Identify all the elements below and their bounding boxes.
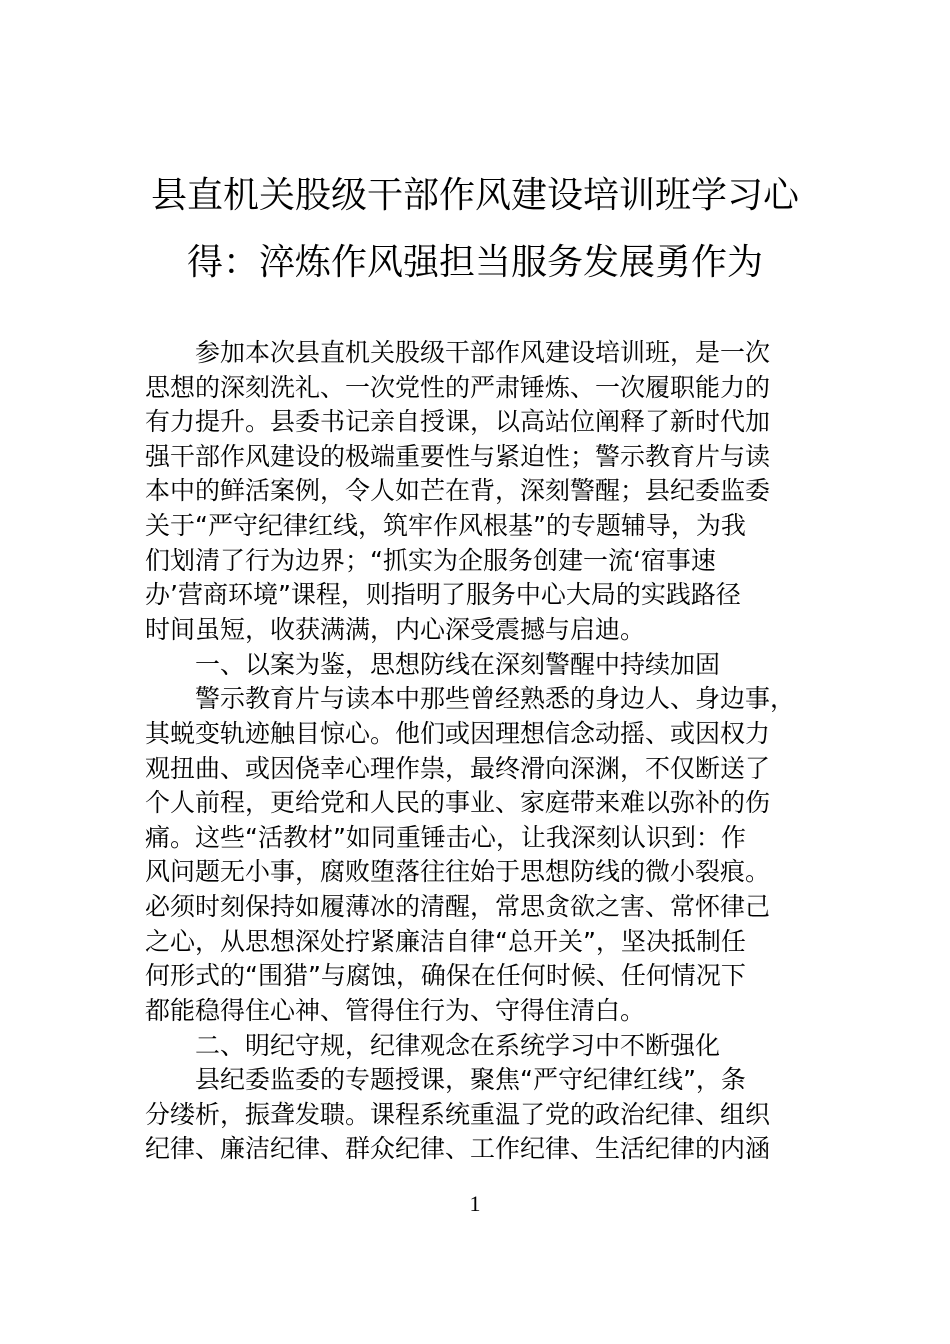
paragraph-line: 时间虽短，收获满满，内心深受震撼与启迪。: [145, 615, 646, 644]
title-line-2: 得：淬炼作风强担当服务发展勇作为: [186, 242, 763, 283]
paragraph-line: 关于“严守纪律红线，筑牢作风根基”的专题辅导，为我: [145, 511, 746, 540]
paragraph-line: 都能稳得住心神、管得住行为、守得住清白。: [145, 996, 646, 1025]
paragraph-line: 必须时刻保持如履薄冰的清醒，常思贪欲之害、常怀律己: [145, 892, 771, 921]
paragraph-line: 本中的鲜活案例，令人如芒在背，深刻警醒；县纪委监委: [145, 476, 771, 505]
paragraph-line: 们划清了行为边界；“抓实为企服务创建一流‘宿事速: [145, 546, 716, 575]
paragraph-line: 痛。这些“活教材”如同重锤击心，让我深刻认识到：作: [145, 823, 746, 852]
paragraph-line: 强干部作风建设的极端重要性与紧迫性；警示教育片与读: [145, 442, 771, 471]
paragraph-line: 其蜕变轨迹触目惊心。他们或因理想信念动摇、或因权力: [145, 719, 771, 748]
paragraph-line: 有力提升。县委书记亲自授课，以高站位阐释了新时代加: [145, 407, 771, 436]
section-heading-2: 二、明纪守规，纪律观念在系统学习中不断强化: [195, 1031, 721, 1060]
paragraph-line: 个人前程，更给党和人民的事业、家庭带来难以弥补的伤: [145, 788, 771, 817]
title-line-1: 县直机关股级干部作风建设培训班学习心: [150, 175, 799, 216]
paragraph-line: 县纪委监委的专题授课，聚焦“严守纪律红线”，条: [195, 1065, 746, 1094]
paragraph-line: 参加本次县直机关股级干部作风建设培训班，是一次: [195, 338, 771, 367]
paragraph-line: 思想的深刻洗礼、一次党性的严肃锤炼、一次履职能力的: [145, 373, 771, 402]
paragraph-line: 纪律、廉洁纪律、群众纪律、工作纪律、生活纪律的内涵: [145, 1134, 771, 1163]
paragraph-line: 何形式的“围猎”与腐蚀，确保在任何时候、任何情况下: [145, 961, 746, 990]
paragraph-line: 警示教育片与读本中那些曾经熟悉的身边人、身边事，: [195, 684, 796, 713]
paragraph-line: 之心，从思想深处拧紧廉洁自律“总开关”，坚决抵制任: [145, 927, 746, 956]
section-heading-1: 一、以案为鉴，思想防线在深刻警醒中持续加固: [195, 650, 721, 679]
page-number: 1: [469, 1191, 481, 1216]
paragraph-line: 分缕析，振聋发聩。课程系统重温了党的政治纪律、组织: [145, 1100, 771, 1129]
paragraph-line: 风问题无小事，腐败堕落往往始于思想防线的微小裂痕。: [145, 857, 771, 886]
paragraph-line: 观扭曲、或因侥幸心理作祟，最终滑向深渊，不仅断送了: [145, 754, 771, 783]
paragraph-line: 办’营商环境”课程，则指明了服务中心大局的实践路径: [145, 580, 741, 609]
